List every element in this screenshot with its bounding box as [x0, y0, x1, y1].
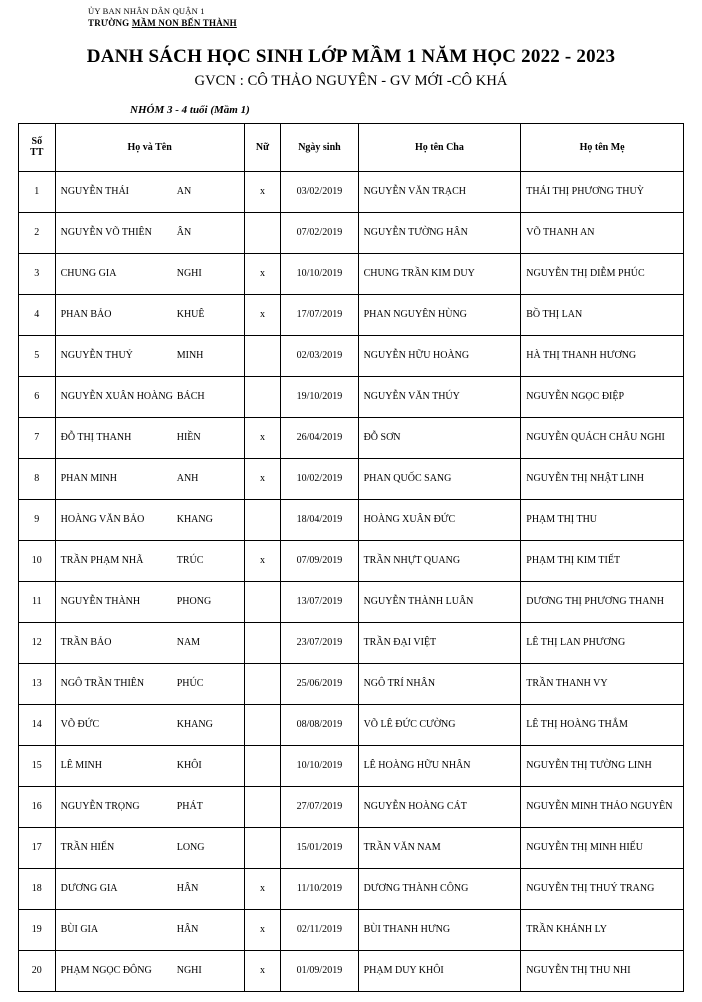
- student-name-wrapper: [61, 924, 239, 935]
- cell-dob: 10/10/2019: [281, 253, 358, 294]
- student-name-last: MINH: [176, 350, 204, 362]
- cell-mother-name: HÀ THỊ THANH HƯƠNG: [521, 335, 684, 376]
- cell-father-name: NGUYỄN VĂN TRẠCH: [358, 171, 521, 212]
- cell-student-name: [55, 622, 244, 663]
- authority-line: ỦY BAN NHÂN DÂN QUẬN 1: [88, 6, 205, 16]
- cell-dob: 02/03/2019: [281, 335, 358, 376]
- cell-student-name: [55, 417, 244, 458]
- student-name-first: NGUYỄN THUỶ: [60, 350, 133, 362]
- cell-female-mark: [244, 376, 281, 417]
- table-row: [19, 950, 684, 991]
- table-row: [19, 622, 684, 663]
- cell-father-name: NGUYỄN TƯỜNG HÂN: [358, 212, 521, 253]
- student-name-wrapper: [61, 719, 239, 730]
- student-name-wrapper: [61, 883, 239, 894]
- cell-mother-name: LÊ THỊ LAN PHƯƠNG: [521, 622, 684, 663]
- cell-mother-name: VÕ THANH AN: [521, 212, 684, 253]
- student-name-first: NGUYỄN XUÂN HOÀNG: [60, 391, 173, 403]
- cell-dob: 10/02/2019: [281, 458, 358, 499]
- student-name-wrapper: [61, 309, 239, 320]
- cell-mother-name: NGUYỄN NGỌC ĐIỆP: [521, 376, 684, 417]
- cell-dob: 01/09/2019: [281, 950, 358, 991]
- cell-female-mark: [244, 499, 281, 540]
- student-name-first: NGUYỄN THÁI: [60, 186, 130, 198]
- table-row: [19, 745, 684, 786]
- table-row: [19, 376, 684, 417]
- student-name-last: PHÁT: [176, 801, 203, 813]
- cell-student-name: [55, 212, 244, 253]
- cell-stt: 2: [19, 212, 56, 253]
- table-row: [19, 499, 684, 540]
- page-subtitle: GVCN : CÔ THẢO NGUYÊN - GV MỚI -CÔ KHÁ: [194, 72, 508, 89]
- student-name-wrapper: [61, 268, 239, 279]
- cell-stt: 5: [19, 335, 56, 376]
- cell-father-name: PHAN QUỐC SANG: [358, 458, 521, 499]
- column-header-stt: [19, 123, 56, 171]
- student-name-first: TRẦN BẢO: [60, 637, 112, 649]
- cell-stt: 3: [19, 253, 56, 294]
- cell-dob: 17/07/2019: [281, 294, 358, 335]
- cell-mother-name: NGUYỄN THỊ THU NHI: [521, 950, 684, 991]
- cell-female-mark: [244, 663, 281, 704]
- cell-student-name: [55, 499, 244, 540]
- cell-female-mark: [244, 704, 281, 745]
- cell-stt: 9: [19, 499, 56, 540]
- cell-female-mark: x: [244, 458, 281, 499]
- cell-female-mark: x: [244, 540, 281, 581]
- cell-mother-name: LÊ THỊ HOÀNG THẮM: [521, 704, 684, 745]
- cell-dob: 25/06/2019: [281, 663, 358, 704]
- cell-student-name: [55, 909, 244, 950]
- student-name-wrapper: [61, 678, 239, 689]
- cell-mother-name: DƯƠNG THỊ PHƯƠNG THANH: [521, 581, 684, 622]
- table-row: [19, 827, 684, 868]
- cell-stt: 10: [19, 540, 56, 581]
- column-header-name: Họ và Tên: [55, 123, 244, 171]
- cell-female-mark: [244, 745, 281, 786]
- cell-student-name: [55, 950, 244, 991]
- student-name-first: DƯƠNG GIA: [60, 883, 118, 895]
- cell-father-name: LÊ HOÀNG HỮU NHÂN: [358, 745, 521, 786]
- cell-father-name: HOÀNG XUÂN ĐỨC: [358, 499, 521, 540]
- cell-female-mark: [244, 581, 281, 622]
- cell-student-name: [55, 376, 244, 417]
- table-header: [19, 123, 684, 171]
- table-row: [19, 786, 684, 827]
- student-name-last: BÁCH: [176, 391, 205, 403]
- cell-stt: 15: [19, 745, 56, 786]
- cell-father-name: NGÔ TRÍ NHÂN: [358, 663, 521, 704]
- cell-female-mark: [244, 786, 281, 827]
- cell-dob: 18/04/2019: [281, 499, 358, 540]
- table-body: [19, 171, 684, 991]
- cell-student-name: [55, 868, 244, 909]
- table-row: [19, 909, 684, 950]
- column-header-dob: Ngày sinh: [281, 123, 358, 171]
- student-name-last: PHÚC: [176, 678, 204, 690]
- cell-stt: 12: [19, 622, 56, 663]
- student-name-last: KHANG: [176, 514, 213, 526]
- student-name-last: HÂN: [176, 883, 199, 895]
- table-row: [19, 171, 684, 212]
- student-name-first: NGUYỄN TRỌNG: [60, 801, 140, 813]
- cell-mother-name: PHẠM THỊ THU: [521, 499, 684, 540]
- student-name-first: NGUYỄN VÕ THIÊN: [60, 227, 152, 239]
- student-name-first: TRẦN HIẾN: [60, 842, 115, 854]
- cell-stt: 16: [19, 786, 56, 827]
- cell-stt: 17: [19, 827, 56, 868]
- student-name-wrapper: [61, 801, 239, 812]
- cell-dob: 11/10/2019: [281, 868, 358, 909]
- student-name-first: NGÔ TRẦN THIÊN: [60, 678, 145, 690]
- student-name-wrapper: [61, 965, 239, 976]
- table-row: [19, 458, 684, 499]
- cell-mother-name: NGUYỄN THỊ THUÝ TRANG: [521, 868, 684, 909]
- table-header-row: [19, 123, 684, 171]
- student-name-last: PHONG: [176, 596, 212, 608]
- cell-female-mark: [244, 335, 281, 376]
- cell-dob: 02/11/2019: [281, 909, 358, 950]
- student-name-last: HIỀN: [176, 432, 201, 444]
- cell-father-name: ĐỖ SƠN: [358, 417, 521, 458]
- cell-mother-name: NGUYỄN THỊ DIỄM PHÚC: [521, 253, 684, 294]
- student-name-last: TRÚC: [176, 555, 204, 567]
- cell-female-mark: x: [244, 868, 281, 909]
- student-name-wrapper: [61, 637, 239, 648]
- cell-father-name: NGUYỄN HỮU HOÀNG: [358, 335, 521, 376]
- cell-student-name: [55, 827, 244, 868]
- cell-female-mark: [244, 212, 281, 253]
- table-row: [19, 868, 684, 909]
- table-row: [19, 540, 684, 581]
- cell-dob: 07/02/2019: [281, 212, 358, 253]
- cell-stt: 7: [19, 417, 56, 458]
- school-line: [88, 17, 684, 29]
- cell-dob: 13/07/2019: [281, 581, 358, 622]
- cell-female-mark: x: [244, 294, 281, 335]
- cell-dob: 08/08/2019: [281, 704, 358, 745]
- table-row: [19, 663, 684, 704]
- cell-stt: 6: [19, 376, 56, 417]
- cell-student-name: [55, 581, 244, 622]
- student-name-first: CHUNG GIA: [60, 268, 117, 280]
- cell-mother-name: TRẦN THANH VY: [521, 663, 684, 704]
- cell-female-mark: x: [244, 909, 281, 950]
- student-name-last: KHUÊ: [176, 309, 205, 321]
- cell-student-name: [55, 704, 244, 745]
- column-header-mother: Họ tên Mẹ: [521, 123, 684, 171]
- student-name-last: ÂN: [176, 227, 192, 239]
- cell-dob: 15/01/2019: [281, 827, 358, 868]
- cell-student-name: [55, 458, 244, 499]
- cell-student-name: [55, 294, 244, 335]
- student-name-wrapper: [61, 596, 239, 607]
- student-name-first: PHAN MINH: [60, 473, 117, 485]
- student-name-wrapper: [61, 391, 239, 402]
- cell-father-name: TRẦN ĐẠI VIỆT: [358, 622, 521, 663]
- student-name-first: TRẦN PHẠM NHÃ: [60, 555, 144, 567]
- cell-mother-name: PHẠM THỊ KIM TIẾT: [521, 540, 684, 581]
- cell-dob: 19/10/2019: [281, 376, 358, 417]
- student-name-last: AN: [176, 186, 192, 198]
- student-name-last: NAM: [176, 637, 201, 649]
- cell-stt: 11: [19, 581, 56, 622]
- student-name-first: VÕ ĐỨC: [60, 719, 100, 731]
- organization-header: [88, 6, 684, 30]
- student-name-wrapper: [61, 473, 239, 484]
- cell-female-mark: x: [244, 253, 281, 294]
- cell-father-name: PHAN NGUYÊN HÙNG: [358, 294, 521, 335]
- student-name-first: NGUYỄN THÀNH: [60, 596, 141, 608]
- student-name-first: BÙI GIA: [60, 924, 99, 936]
- cell-dob: 23/07/2019: [281, 622, 358, 663]
- group-label: NHÓM 3 - 4 tuổi (Mầm 1): [130, 103, 250, 116]
- cell-father-name: PHẠM DUY KHÔI: [358, 950, 521, 991]
- cell-mother-name: NGUYỄN THỊ TƯỜNG LINH: [521, 745, 684, 786]
- column-header-stt-line1: Số: [31, 135, 43, 147]
- table-row: [19, 704, 684, 745]
- cell-mother-name: BỒ THỊ LAN: [521, 294, 684, 335]
- cell-student-name: [55, 745, 244, 786]
- cell-father-name: TRẦN VĂN NAM: [358, 827, 521, 868]
- student-name-wrapper: [61, 227, 239, 238]
- student-name-wrapper: [61, 760, 239, 771]
- cell-father-name: DƯƠNG THÀNH CÔNG: [358, 868, 521, 909]
- table-row: [19, 581, 684, 622]
- cell-student-name: [55, 253, 244, 294]
- student-name-wrapper: [61, 432, 239, 443]
- student-roster-table: [18, 123, 684, 992]
- cell-stt: 13: [19, 663, 56, 704]
- student-name-first: ĐỖ THỊ THANH: [60, 432, 132, 444]
- column-header-father: Họ tên Cha: [358, 123, 521, 171]
- school-name: MẦM NON BẾN THÀNH: [131, 18, 237, 29]
- cell-stt: 4: [19, 294, 56, 335]
- table-row: [19, 253, 684, 294]
- cell-student-name: [55, 663, 244, 704]
- student-name-first: PHẠM NGỌC ĐÔNG: [60, 965, 152, 977]
- cell-dob: 26/04/2019: [281, 417, 358, 458]
- student-name-last: HÂN: [176, 924, 199, 936]
- cell-dob: 10/10/2019: [281, 745, 358, 786]
- cell-father-name: NGUYỄN VĂN THÚY: [358, 376, 521, 417]
- student-name-last: ANH: [176, 473, 199, 485]
- cell-female-mark: x: [244, 171, 281, 212]
- cell-mother-name: NGUYỄN THỊ MINH HIẾU: [521, 827, 684, 868]
- student-name-last: KHÔI: [176, 760, 202, 772]
- student-name-last: KHANG: [176, 719, 213, 731]
- cell-female-mark: x: [244, 417, 281, 458]
- column-header-stt-line2: TT: [30, 147, 44, 159]
- cell-student-name: [55, 540, 244, 581]
- cell-student-name: [55, 335, 244, 376]
- column-header-female: Nữ: [244, 123, 281, 171]
- cell-mother-name: NGUYỄN THỊ NHẬT LINH: [521, 458, 684, 499]
- table-row: [19, 294, 684, 335]
- cell-stt: 20: [19, 950, 56, 991]
- cell-dob: 03/02/2019: [281, 171, 358, 212]
- student-name-last: NGHI: [176, 268, 202, 280]
- cell-father-name: VÕ LÊ ĐỨC CƯỜNG: [358, 704, 521, 745]
- cell-female-mark: [244, 622, 281, 663]
- student-name-wrapper: [61, 514, 239, 525]
- cell-stt: 18: [19, 868, 56, 909]
- cell-stt: 8: [19, 458, 56, 499]
- student-name-last: NGHI: [176, 965, 202, 977]
- cell-female-mark: x: [244, 950, 281, 991]
- student-name-wrapper: [61, 186, 239, 197]
- school-prefix: TRƯỜNG: [88, 18, 132, 29]
- cell-mother-name: NGUYỄN MINH THẢO NGUYÊN: [521, 786, 684, 827]
- student-name-first: HOÀNG VĂN BẢO: [60, 514, 145, 526]
- cell-mother-name: THÁI THỊ PHƯƠNG THUỲ: [521, 171, 684, 212]
- student-name-wrapper: [61, 555, 239, 566]
- cell-dob: 07/09/2019: [281, 540, 358, 581]
- cell-father-name: BÙI THANH HƯNG: [358, 909, 521, 950]
- table-row: [19, 335, 684, 376]
- cell-father-name: NGUYỄN THÀNH LUÂN: [358, 581, 521, 622]
- student-name-wrapper: [61, 842, 239, 853]
- cell-mother-name: NGUYỄN QUÁCH CHÂU NGHI: [521, 417, 684, 458]
- cell-stt: 19: [19, 909, 56, 950]
- cell-father-name: NGUYỄN HOÀNG CÁT: [358, 786, 521, 827]
- cell-student-name: [55, 171, 244, 212]
- cell-father-name: TRẦN NHỰT QUANG: [358, 540, 521, 581]
- cell-stt: 1: [19, 171, 56, 212]
- student-name-first: PHAN BẢO: [60, 309, 112, 321]
- cell-mother-name: TRẦN KHÁNH LY: [521, 909, 684, 950]
- cell-female-mark: [244, 827, 281, 868]
- table-row: [19, 417, 684, 458]
- cell-student-name: [55, 786, 244, 827]
- page-title: DANH SÁCH HỌC SINH LỚP MẦM 1 NĂM HỌC 2022 - 2023: [86, 45, 616, 67]
- student-name-last: LONG: [176, 842, 205, 854]
- cell-dob: 27/07/2019: [281, 786, 358, 827]
- cell-stt: 14: [19, 704, 56, 745]
- table-row: [19, 212, 684, 253]
- student-name-first: LÊ MINH: [60, 760, 102, 772]
- student-name-wrapper: [61, 350, 239, 361]
- cell-father-name: CHUNG TRẦN KIM DUY: [358, 253, 521, 294]
